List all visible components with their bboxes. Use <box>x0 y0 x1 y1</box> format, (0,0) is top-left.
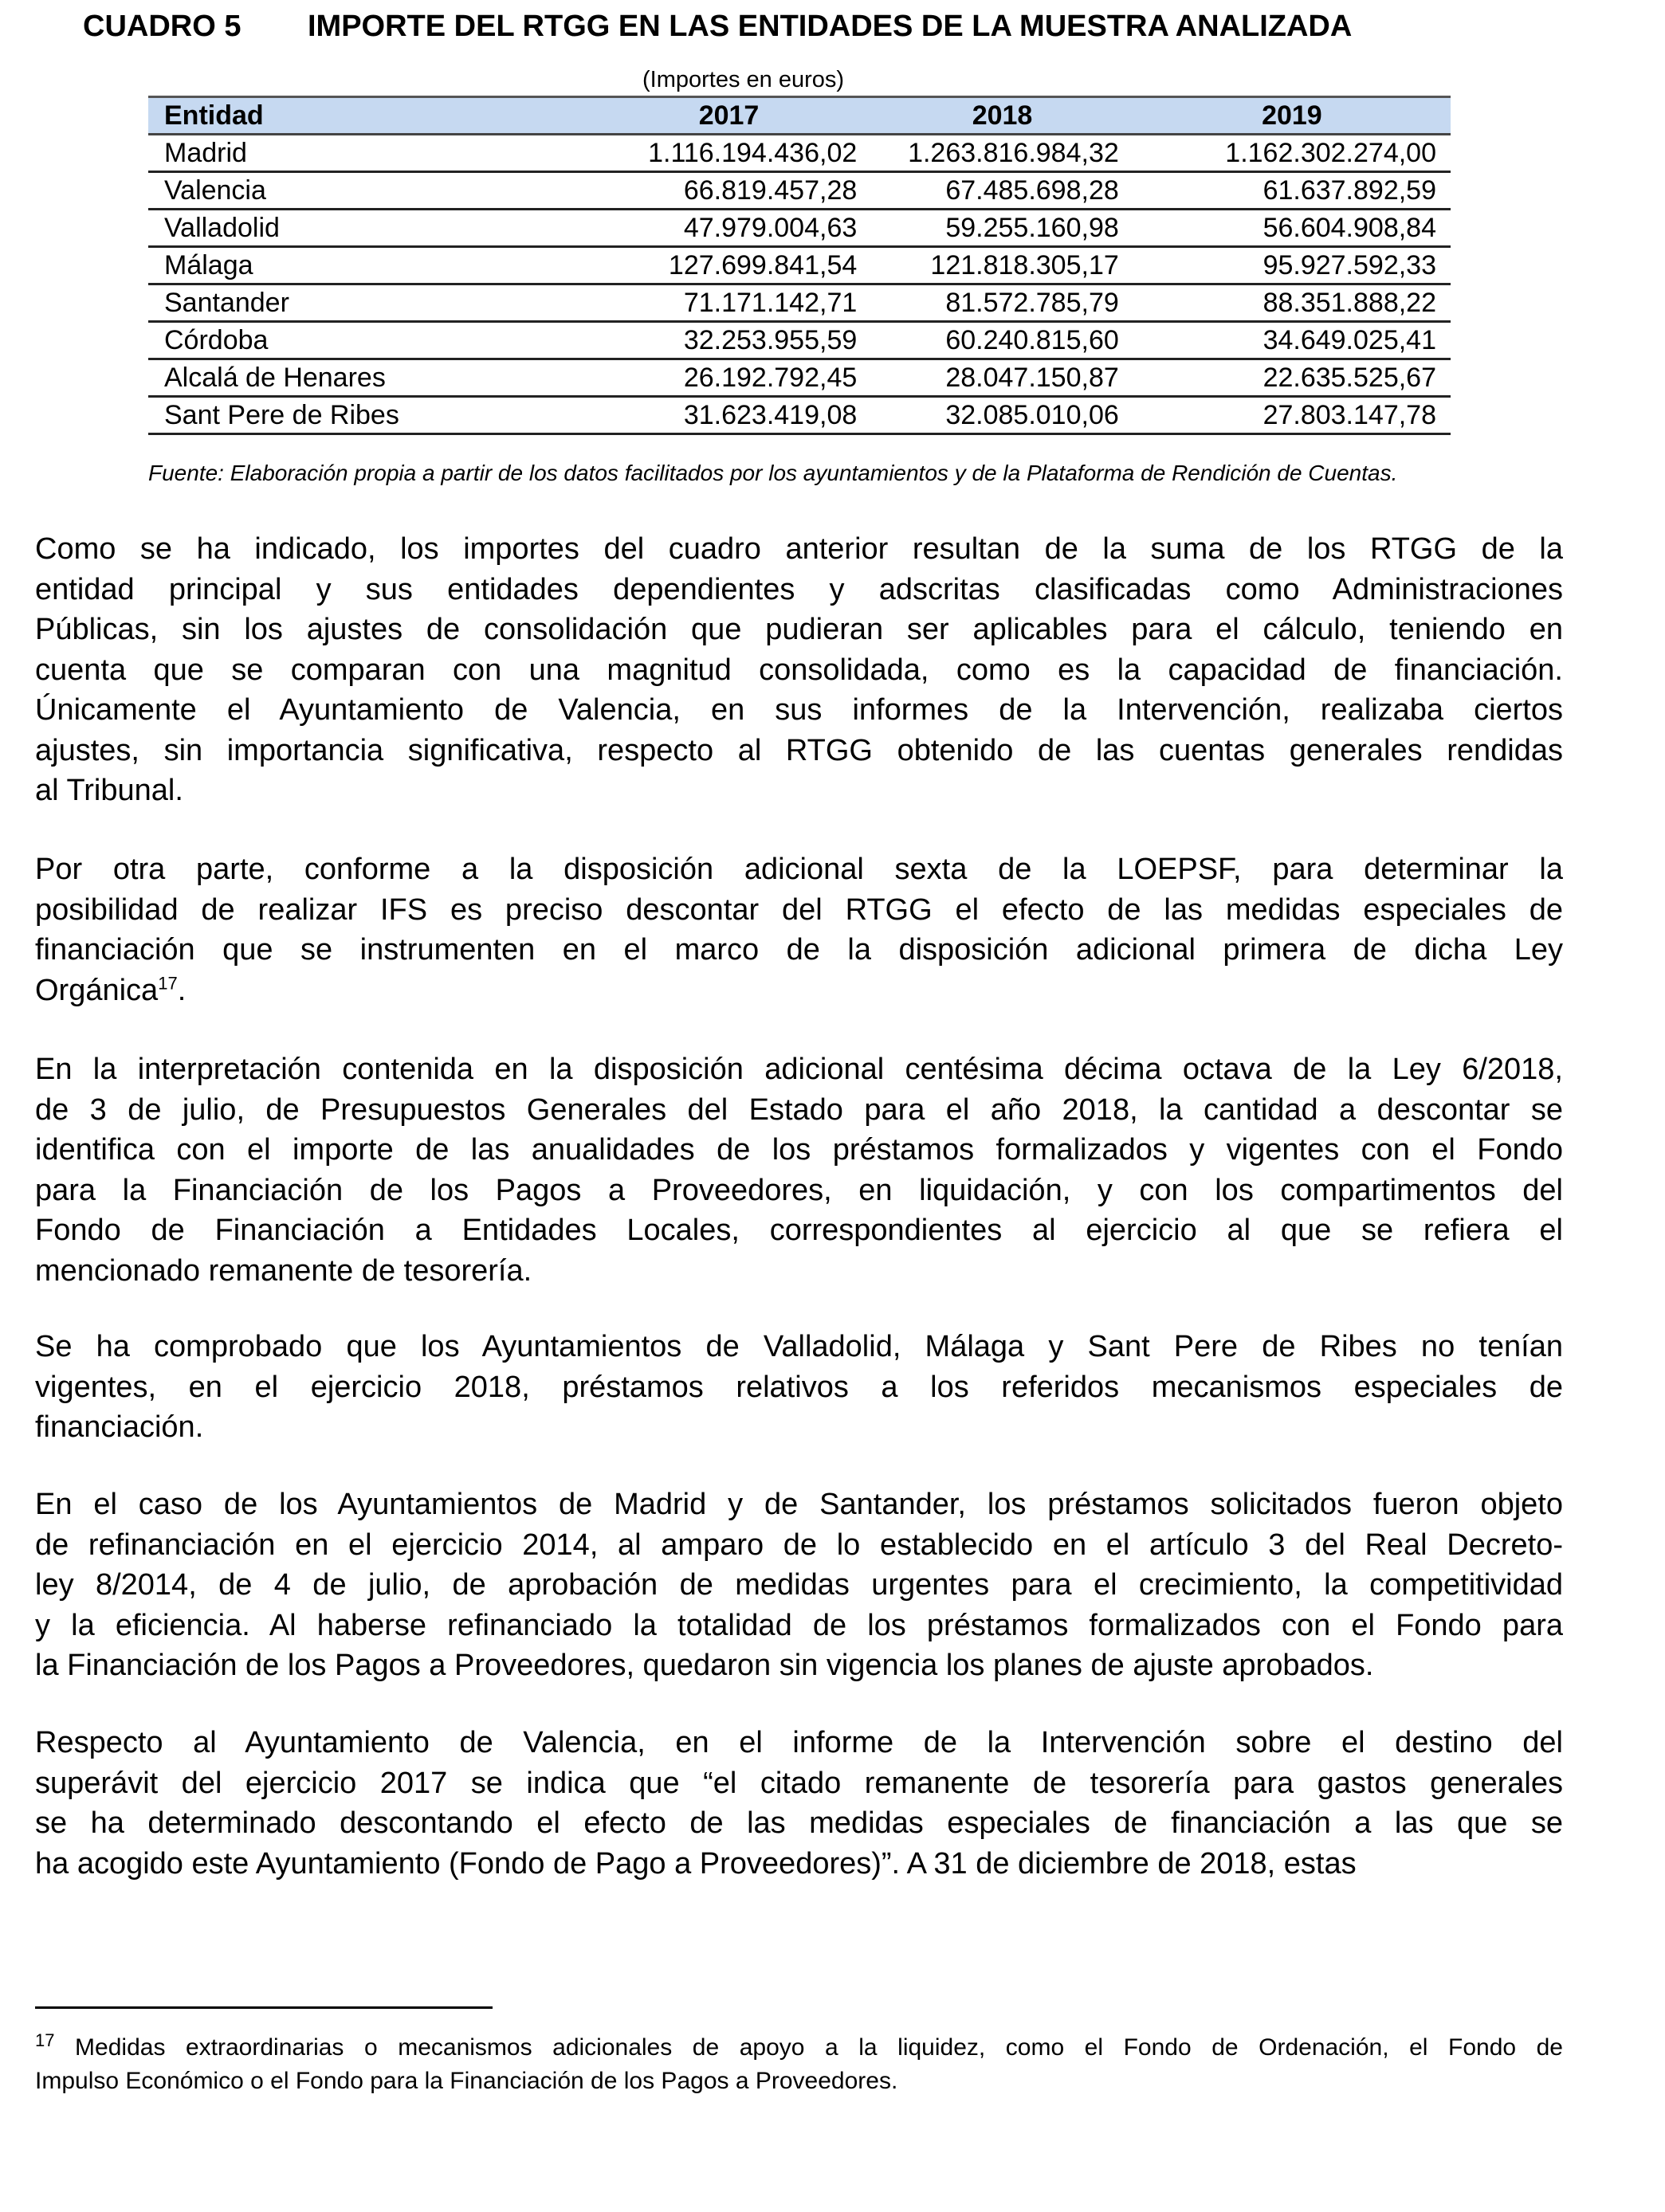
paragraph-line: Únicamente el Ayuntamiento de Valencia, en sus informes de la Intervención, realizaba ciertos <box>35 693 1563 727</box>
paragraph-line: ley 8/2014, de 4 de julio, de aprobación de medidas urgentes para el crecimiento, la competitividad <box>35 1568 1563 1602</box>
body-paragraph <box>35 1723 1563 1884</box>
paragraph-line: Respecto al Ayuntamiento de Valencia, en el informe de la Intervención sobre el destino del <box>35 1726 1563 1759</box>
entity-cell: Valencia <box>148 172 587 210</box>
column-header: 2017 <box>587 97 871 135</box>
amount-cell: 121.818.305,17 <box>871 247 1133 284</box>
paragraph-line: financiación que se instrumenten en el marco de la disposición adicional primera de dicha Ley <box>35 933 1563 967</box>
paragraph-line: se ha determinado descontando el efecto de las medidas especiales de financiación a las que se <box>35 1806 1563 1840</box>
body-paragraph <box>35 529 1563 811</box>
paragraph-line: mencionado remanente de tesorería. <box>35 1253 532 1288</box>
amount-cell: 61.637.892,59 <box>1133 172 1451 210</box>
amount-cell: 56.604.908,84 <box>1133 210 1451 247</box>
column-header: 2019 <box>1133 97 1451 135</box>
amount-cell: 81.572.785,79 <box>871 284 1133 322</box>
amount-cell: 127.699.841,54 <box>587 247 871 284</box>
paragraph-line: vigentes, en el ejercicio 2018, préstamos relativos a los referidos mecanismos especiales de <box>35 1370 1563 1404</box>
paragraph-line: Por otra parte, conforme a la disposición adicional sexta de la LOEPSF, para determinar la <box>35 853 1563 886</box>
amount-cell: 32.253.955,59 <box>587 322 871 359</box>
entity-cell: Málaga <box>148 247 587 284</box>
body-paragraph <box>35 1049 1563 1291</box>
amount-cell: 31.623.419,08 <box>587 397 871 434</box>
paragraph-line: y la eficiencia. Al haberse refinanciado la totalidad de los préstamos formalizados con el Fondo para <box>35 1608 1563 1642</box>
footnote-divider <box>35 2006 493 2009</box>
paragraph-line: cuenta que se comparan con una magnitud consolidada, como es la capacidad de financiación. <box>35 653 1563 687</box>
paragraph-line: identifica con el importe de las anualidades de los préstamos formalizados y vigentes con el Fondo <box>35 1133 1563 1167</box>
paragraph-line: al Tribunal. <box>35 774 183 807</box>
table-row <box>148 322 1451 359</box>
table-number: CUADRO 5 <box>83 10 242 43</box>
table-row <box>148 172 1451 210</box>
paragraph-line: Se ha comprobado que los Ayuntamientos de Valladolid, Málaga y Sant Pere de Ribes no tenían <box>35 1330 1563 1363</box>
paragraph-line: En el caso de los Ayuntamientos de Madrid y de Santander, los préstamos solicitados fueron objeto <box>35 1488 1563 1521</box>
amount-cell: 27.803.147,78 <box>1133 397 1451 434</box>
body-paragraph <box>35 1327 1563 1448</box>
table-header-row <box>148 97 1451 135</box>
footnote-line: $^{17}$ Medidas extraordinarias o mecanismos adicionales de apoyo a la liquidez, como el Fondo de Ordenación, el Fondo de <box>35 2030 1563 2061</box>
paragraph-line: la Financiación de los Pagos a Proveedores, quedaron sin vigencia los planes de ajuste aprobados. <box>35 1649 1374 1682</box>
column-header: 2018 <box>871 97 1133 135</box>
amount-cell: 32.085.010,06 <box>871 397 1133 434</box>
rtgg-table <box>148 96 1451 435</box>
table-row <box>148 247 1451 284</box>
amount-cell: 95.927.592,33 <box>1133 247 1451 284</box>
paragraph-line: Públicas, sin los ajustes de consolidación que pudieran ser aplicables para el cálculo, teniendo en <box>35 613 1563 646</box>
amount-cell: 1.162.302.274,00 <box>1133 135 1451 172</box>
amount-cell: 1.116.194.436,02 <box>587 135 871 172</box>
amount-cell: 47.979.004,63 <box>587 210 871 247</box>
table-title: IMPORTE DEL RTGG EN LAS ENTIDADES DE LA MUESTRA ANALIZADA <box>308 10 1353 43</box>
column-header: Entidad <box>148 97 587 135</box>
footnote-line: Impulso Económico o el Fondo para la Financiación de los Pagos a Proveedores. <box>35 2068 898 2094</box>
body-paragraph <box>35 1484 1563 1686</box>
paragraph-line: superávit del ejercicio 2017 se indica que “el citado remanente de tesorería para gastos generales <box>35 1766 1563 1800</box>
entity-cell: Madrid <box>148 135 587 172</box>
amount-cell: 71.171.142,71 <box>587 284 871 322</box>
amount-cell: 22.635.525,67 <box>1133 359 1451 397</box>
table-row <box>148 359 1451 397</box>
table-source: Fuente: Elaboración propia a partir de los datos facilitados por los ayuntamientos y de la Plataforma de Rendición de Cuentas. <box>148 461 1398 485</box>
paragraph-line: Orgánica$^{17}$. <box>35 972 187 1007</box>
body-paragraph <box>35 849 1563 1010</box>
table-row <box>148 210 1451 247</box>
paragraph-line: de 3 de julio, de Presupuestos Generales del Estado para el año 2018, la cantidad a descontar se <box>35 1092 1563 1127</box>
table-row <box>148 135 1451 172</box>
amount-cell: 59.255.160,98 <box>871 210 1133 247</box>
table-units: (Importes en euros) <box>642 67 845 92</box>
paragraph-line: para la Financiación de los Pagos a Proveedores, en liquidación, y con los compartimentos del <box>35 1173 1563 1207</box>
amount-cell: 66.819.457,28 <box>587 172 871 210</box>
entity-cell: Valladolid <box>148 210 587 247</box>
entity-cell: Alcalá de Henares <box>148 359 587 397</box>
amount-cell: 34.649.025,41 <box>1133 322 1451 359</box>
entity-cell: Sant Pere de Ribes <box>148 397 587 434</box>
entity-cell: Santander <box>148 284 587 322</box>
paragraph-line: de refinanciación en el ejercicio 2014, al amparo de lo establecido en el artículo 3 del Real Decreto- <box>35 1528 1563 1562</box>
paragraph-line: ajustes, sin importancia significativa, respecto al RTGG obtenido de las cuentas generales rendidas <box>35 733 1563 767</box>
footnote <box>35 2031 1563 2098</box>
amount-cell: 1.263.816.984,32 <box>871 135 1133 172</box>
paragraph-line: posibilidad de realizar IFS es preciso descontar del RTGG el efecto de las medidas especiales de <box>35 892 1563 927</box>
amount-cell: 60.240.815,60 <box>871 322 1133 359</box>
footnote-reference[interactable]: 17 <box>158 972 178 993</box>
paragraph-line: entidad principal y sus entidades dependientes y adscritas clasificadas como Administraciones <box>35 572 1563 606</box>
amount-cell: 88.351.888,22 <box>1133 284 1451 322</box>
amount-cell: 28.047.150,87 <box>871 359 1133 397</box>
amount-cell: 26.192.792,45 <box>587 359 871 397</box>
amount-cell: 67.485.698,28 <box>871 172 1133 210</box>
paragraph-line: ha acogido este Ayuntamiento (Fondo de Pago a Proveedores)”. A 31 de diciembre de 2018, estas <box>35 1846 1357 1881</box>
table-row <box>148 284 1451 322</box>
paragraph-line: financiación. <box>35 1410 204 1444</box>
table-row <box>148 397 1451 434</box>
footnote-number: 17 <box>35 2030 55 2050</box>
paragraph-line: Como se ha indicado, los importes del cuadro anterior resultan de la suma de los RTGG de la <box>35 532 1563 566</box>
paragraph-line: Fondo de Financiación a Entidades Locales, correspondientes al ejercicio al que se refiera el <box>35 1214 1563 1247</box>
paragraph-line: En la interpretación contenida en la disposición adicional centésima décima octava de la Ley 6/2018, <box>35 1053 1563 1086</box>
entity-cell: Córdoba <box>148 322 587 359</box>
